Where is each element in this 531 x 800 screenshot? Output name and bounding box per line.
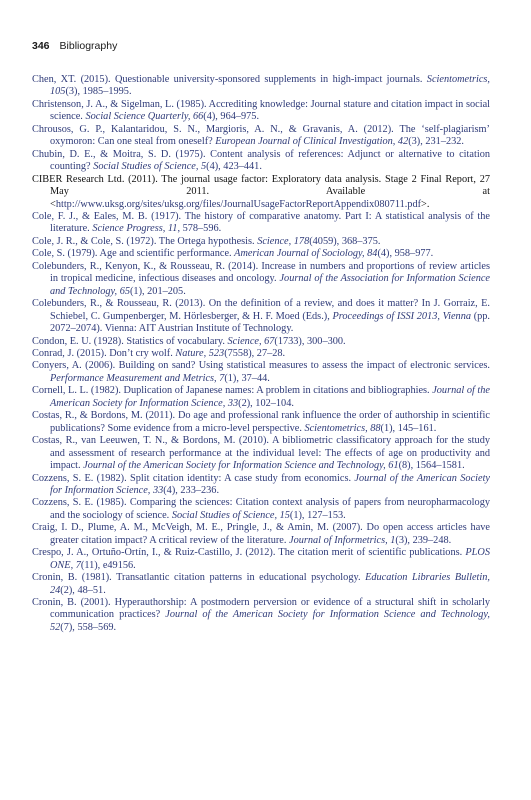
reference-source: Journal of the American Society for Information Science, 33 xyxy=(50,472,490,496)
reference-source: Social Science Quarterly, 66 xyxy=(85,111,204,123)
reference-entry xyxy=(32,547,490,572)
reference-source: Science, 67 xyxy=(227,335,275,347)
reference-entry xyxy=(32,248,490,260)
reference-text: Conyers, A. (2006). Building on sand? Using statistical measures to assess the impact of electronic services. xyxy=(32,360,490,372)
page-number: 346 xyxy=(32,40,50,52)
reference-text: Crespo, J. A., Ortuño-Ortín, I., & Ruiz-Castillo, J. (2012). The citation merit of scientific publications. xyxy=(32,547,466,559)
reference-text: (8), 1564–1581. xyxy=(398,460,465,472)
reference-text: (4), 958–977. xyxy=(377,248,434,260)
reference-source: Proceedings of ISSI 2013, Vienna xyxy=(332,310,472,322)
reference-text: , 578–596. xyxy=(177,223,222,235)
reference-entry xyxy=(32,298,490,335)
reference-entry xyxy=(32,473,490,498)
reference-source: Journal of the American Society for Information Science and Technology, 52 xyxy=(50,609,490,633)
reference-entry xyxy=(32,522,490,547)
reference-source: Performance Measurement and Metrics, 7 xyxy=(50,372,225,384)
reference-entry xyxy=(32,261,490,298)
reference-text: Cronin, B. (1981). Transatlantic citation patterns in educational psychology. xyxy=(32,572,366,584)
reference-text: Conrad, J. (2015). Don’t cry wolf. xyxy=(32,347,176,359)
reference-text: Cozzens, S. E. (1982). Split citation identity: A case study from economics. xyxy=(32,472,355,484)
reference-text: Christenson, J. A., & Sigelman, L. (1985). Accrediting knowledge: Journal stature and citation impact in social science. xyxy=(32,98,490,123)
reference-text: (4), 964–975. xyxy=(203,111,260,123)
reference-source: Scientometrics, 88 xyxy=(304,422,381,434)
reference-source: Nature, 523 xyxy=(175,347,225,359)
reference-text: Colebunders, R., & Rousseau, R. (2013). On the definition of a review, and does it matter? In J. Gorraiz, E. Schiebel, C. Gumpenberger, M. Hörlesberger, & H. F. Moed (Eds.), xyxy=(32,298,490,322)
reference-entry xyxy=(32,348,490,360)
reference-entry xyxy=(32,336,490,348)
reference-text: (7558), 27–28. xyxy=(224,347,286,359)
reference-text: Cornell, L. L. (1982). Duplication of Japanese names: A problem in citations and bibliographies. xyxy=(32,385,433,397)
reference-source: PLOS ONE, 7 xyxy=(50,547,490,571)
reference-text: (1733), 300–300. xyxy=(274,335,346,347)
reference-text: Cozzens, S. E. (1985). Comparing the sciences: Citation context analysis of papers from neuropharmacology and the sociology of science. xyxy=(32,497,490,521)
reference-text: (1), 127–153. xyxy=(289,509,346,521)
reference-source: Social Studies of Science, 15 xyxy=(171,509,290,521)
reference-source: Science, 178 xyxy=(257,235,310,247)
reference-list xyxy=(32,74,490,634)
section-title: Bibliography xyxy=(59,40,118,52)
reference-text: Chubin, D. E., & Moitra, S. D. (1975). Content analysis of references: Adjunct or alternative to citation counting? xyxy=(32,148,490,173)
reference-text: Chrousos, G. P., Kalantaridou, S. N., Margioris, A. N., & Gravanis, A. (2012). The ‘self-plagiarism’ oxymoron: Can one steal from oneself? xyxy=(32,123,490,148)
reference-entry xyxy=(32,211,490,236)
reference-text: (3), 239–248. xyxy=(395,534,452,546)
reference-text: Cole, F. J., & Eales, M. B. (1917). The history of comparative anatomy. Part I: A statistical analysis of the literature. xyxy=(32,210,490,235)
reference-text: (4059), 368–375. xyxy=(309,235,381,247)
reference-text: Costas, R., van Leeuwen, T. N., & Bordons, M. (2010). A bibliometric classificatory approach for the study and assessment of research performance at the individual level: The effects of age on productivity and impact. xyxy=(32,435,490,472)
reference-entry xyxy=(32,497,490,522)
reference-entry xyxy=(32,572,490,597)
reference-source: Journal of the American Society for Information Science, 33 xyxy=(50,385,490,409)
reference-text: Cole, S. (1979). Age and scientific performance. xyxy=(32,248,235,260)
reference-text: (2), 102–104. xyxy=(238,397,294,409)
reference-source: American Journal of Sociology, 84 xyxy=(234,248,378,260)
reference-entry xyxy=(32,124,490,149)
reference-entry xyxy=(32,360,490,385)
reference-entry xyxy=(32,597,490,634)
reference-text: (3), 1985–1995. xyxy=(65,86,132,98)
reference-entry xyxy=(32,74,490,99)
reference-source: Scientometrics, 105 xyxy=(50,74,490,98)
reference-text: (3), 231–232. xyxy=(408,136,465,148)
reference-text: (4), 233–236. xyxy=(163,484,220,496)
reference-text: (11), e49156. xyxy=(80,559,136,571)
reference-text: Costas, R., & Bordons, M. (2011). Do age and professional rank influence the order of authorship in scientific publications? Some evidence from a micro-level perspective. xyxy=(32,410,490,434)
reference-source: Social Studies of Science, 5 xyxy=(93,161,207,173)
reference-entry xyxy=(32,236,490,248)
reference-entry xyxy=(32,385,490,410)
reference-text: CIBER Research Ltd. (2011). The journal usage factor: Exploratory data analysis. Stage 2 Final Report, 27 May 2011. Available at < xyxy=(32,173,490,210)
reference-entry xyxy=(32,174,490,211)
reference-text: Craig, I. D., Plume, A. M., McVeigh, M. E., Pringle, J., & Amin, M. (2007). Do open access articles have greater citation impact? A critical review of the literature. xyxy=(32,522,490,546)
reference-text: (1), 37–44. xyxy=(224,372,270,384)
reference-text: Cole, J. R., & Cole, S. (1972). The Ortega hypothesis. xyxy=(32,235,258,247)
reference-source: Journal of the American Society for Information Science and Technology, 61 xyxy=(83,460,399,472)
reference-entry xyxy=(32,435,490,472)
reference-text: (pp. 2072–2074). Vienna: AIT Austrian Institute of Technology. xyxy=(50,310,490,335)
reference-text: (7), 558–569. xyxy=(60,621,117,633)
reference-text: Cronin, B. (2001). Hyperauthorship: A postmodern perversion or evidence of a structural shift in scholarly communication practices? xyxy=(32,597,490,621)
reference-source: European Journal of Clinical Investigation, 42 xyxy=(215,136,409,148)
reference-text: (1), 201–205. xyxy=(130,285,186,297)
reference-source: Science Progress, 11 xyxy=(92,223,178,235)
reference-text: Colebunders, R., Kenyon, K., & Rousseau, R. (2014). Increase in numbers and proportions of review articles in tropical medicine, infectious diseases and oncology. xyxy=(32,260,490,285)
reference-text: (1), 145–161. xyxy=(380,422,437,434)
reference-entry xyxy=(32,149,490,174)
reference-text: Chen, XT. (2015). Questionable university-sponsored supplements in high-impact journals. xyxy=(32,74,427,85)
reference-text: Condon, E. U. (1928). Statistics of vocabulary. xyxy=(32,335,228,347)
reference-text: >. xyxy=(421,198,430,210)
reference-url[interactable]: http://www.uksg.org/sites/uksg.org/files/JournalUsageFactorReportAppendix080711.pdf xyxy=(55,198,422,210)
reference-source: Education Libraries Bulletin, 24 xyxy=(50,572,491,596)
reference-text: (4), 423–441. xyxy=(206,161,262,173)
reference-source: Journal of Informetrics, 1 xyxy=(289,534,396,546)
running-header xyxy=(32,40,117,52)
reference-entry xyxy=(32,410,490,435)
reference-text: (2), 48–51. xyxy=(60,584,106,596)
reference-source: Journal of the Association for Information Science and Technology, 65 xyxy=(50,273,490,297)
reference-entry xyxy=(32,99,490,124)
